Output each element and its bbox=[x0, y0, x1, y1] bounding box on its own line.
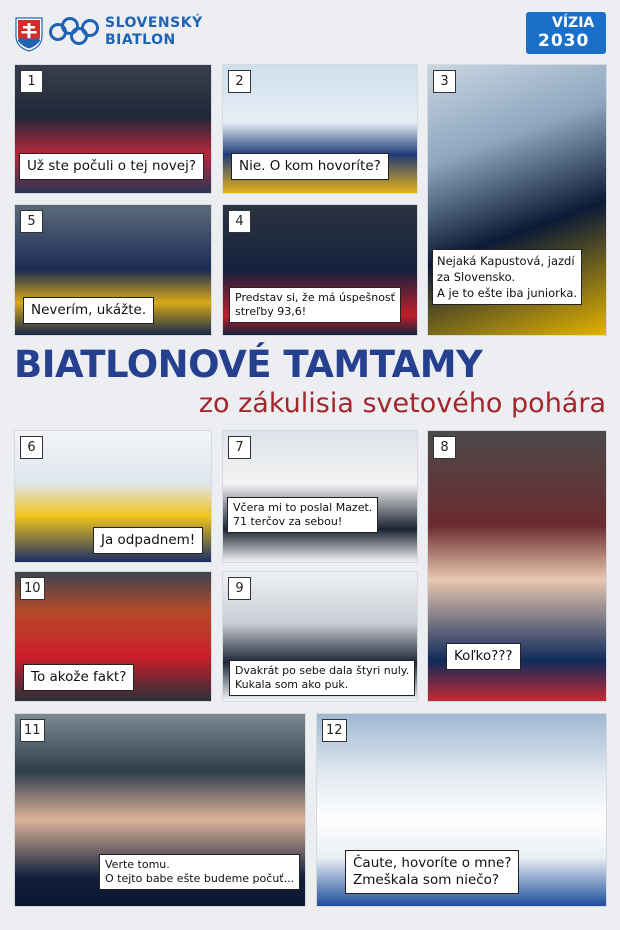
brand-line-2: BIATLON bbox=[105, 32, 176, 48]
panel-11-speech bbox=[99, 854, 300, 890]
comic-panel-3 bbox=[427, 64, 607, 336]
comic-panel-6 bbox=[14, 430, 212, 563]
comic-panel-4 bbox=[222, 204, 418, 336]
panel-5-number: 5 bbox=[20, 210, 43, 233]
panel-4-speech bbox=[229, 287, 401, 323]
header bbox=[0, 0, 620, 64]
panel-10-speech: To akože fakt? bbox=[23, 664, 134, 691]
panel-3-speech-line-1: Nejaká Kapustová, jazdí bbox=[437, 254, 575, 268]
panel-4-speech-line-1: Predstav si, že má úspešnosť bbox=[235, 291, 395, 304]
panel-3-speech-line-3: A je to ešte iba juniorka. bbox=[437, 286, 578, 300]
comic-panel-7 bbox=[222, 430, 418, 563]
panel-6-number: 6 bbox=[20, 436, 43, 459]
comic-panel-11 bbox=[14, 713, 306, 907]
vizia-year: 2030 bbox=[538, 31, 590, 51]
panel-3-speech bbox=[432, 249, 582, 305]
panel-12-speech-line-2: Zmeškala som niečo? bbox=[353, 872, 500, 888]
panel-2-number: 2 bbox=[228, 70, 251, 93]
page-subtitle: zo zákulisia svetového pohára bbox=[198, 388, 606, 419]
panel-12-number: 12 bbox=[322, 719, 347, 742]
biathlon-rings-icon bbox=[46, 14, 102, 50]
panel-1-number: 1 bbox=[20, 70, 43, 93]
panel-12-speech-line-1: Čaute, hovoríte o mne? bbox=[353, 855, 512, 871]
panel-5-speech: Neverím, ukážte. bbox=[23, 297, 154, 324]
panel-8-number: 8 bbox=[433, 436, 456, 459]
comic-panel-5 bbox=[14, 204, 212, 336]
panel-9-speech-line-1: Dvakrát po sebe dala štyri nuly. bbox=[235, 664, 410, 677]
panel-11-speech-line-2: O tejto babe ešte budeme počuť... bbox=[105, 872, 295, 885]
panel-4-speech-line-2: streľby 93,6! bbox=[235, 305, 307, 318]
comic-panel-9 bbox=[222, 571, 418, 702]
panel-4-number: 4 bbox=[228, 210, 251, 233]
panel-7-speech-line-1: Včera mi to poslal Mazet. bbox=[233, 501, 373, 514]
panel-8-speech: Koľko??? bbox=[446, 643, 521, 670]
comic-panel-12 bbox=[316, 713, 607, 907]
panel-12-speech bbox=[345, 850, 519, 894]
panel-2-speech: Nie. O kom hovoríte? bbox=[231, 153, 389, 180]
comic-panel-8 bbox=[427, 430, 607, 702]
panel-11-speech-line-1: Verte tomu. bbox=[105, 858, 170, 871]
comic-panel-1 bbox=[14, 64, 212, 194]
panel-11-number: 11 bbox=[20, 719, 45, 742]
panel-9-speech-line-2: Kukala som ako puk. bbox=[235, 678, 349, 691]
page-title: BIATLONOVÉ TAMTAMY bbox=[14, 343, 483, 386]
panel-10-number: 10 bbox=[20, 577, 45, 600]
panel-3-speech-line-2: za Slovensko. bbox=[437, 270, 516, 284]
comic-panel-2 bbox=[222, 64, 418, 194]
vizia-label: VÍZIA bbox=[552, 15, 595, 31]
panel-7-number: 7 bbox=[228, 436, 251, 459]
brand-name bbox=[105, 15, 203, 49]
panel-7-speech bbox=[227, 497, 378, 533]
panel-9-number: 9 bbox=[228, 577, 251, 600]
brand-line-1: SLOVENSKÝ bbox=[105, 15, 203, 31]
vizia-2030-logo bbox=[526, 12, 606, 54]
comic-panel-10 bbox=[14, 571, 212, 702]
slovak-coat-of-arms-icon bbox=[14, 16, 44, 52]
panel-7-speech-line-2: 71 terčov za sebou! bbox=[233, 515, 343, 528]
panel-3-number: 3 bbox=[433, 70, 456, 93]
panel-1-speech: Už ste počuli o tej novej? bbox=[19, 153, 204, 180]
panel-6-speech: Ja odpadnem! bbox=[93, 527, 203, 554]
panel-9-speech bbox=[229, 660, 415, 696]
